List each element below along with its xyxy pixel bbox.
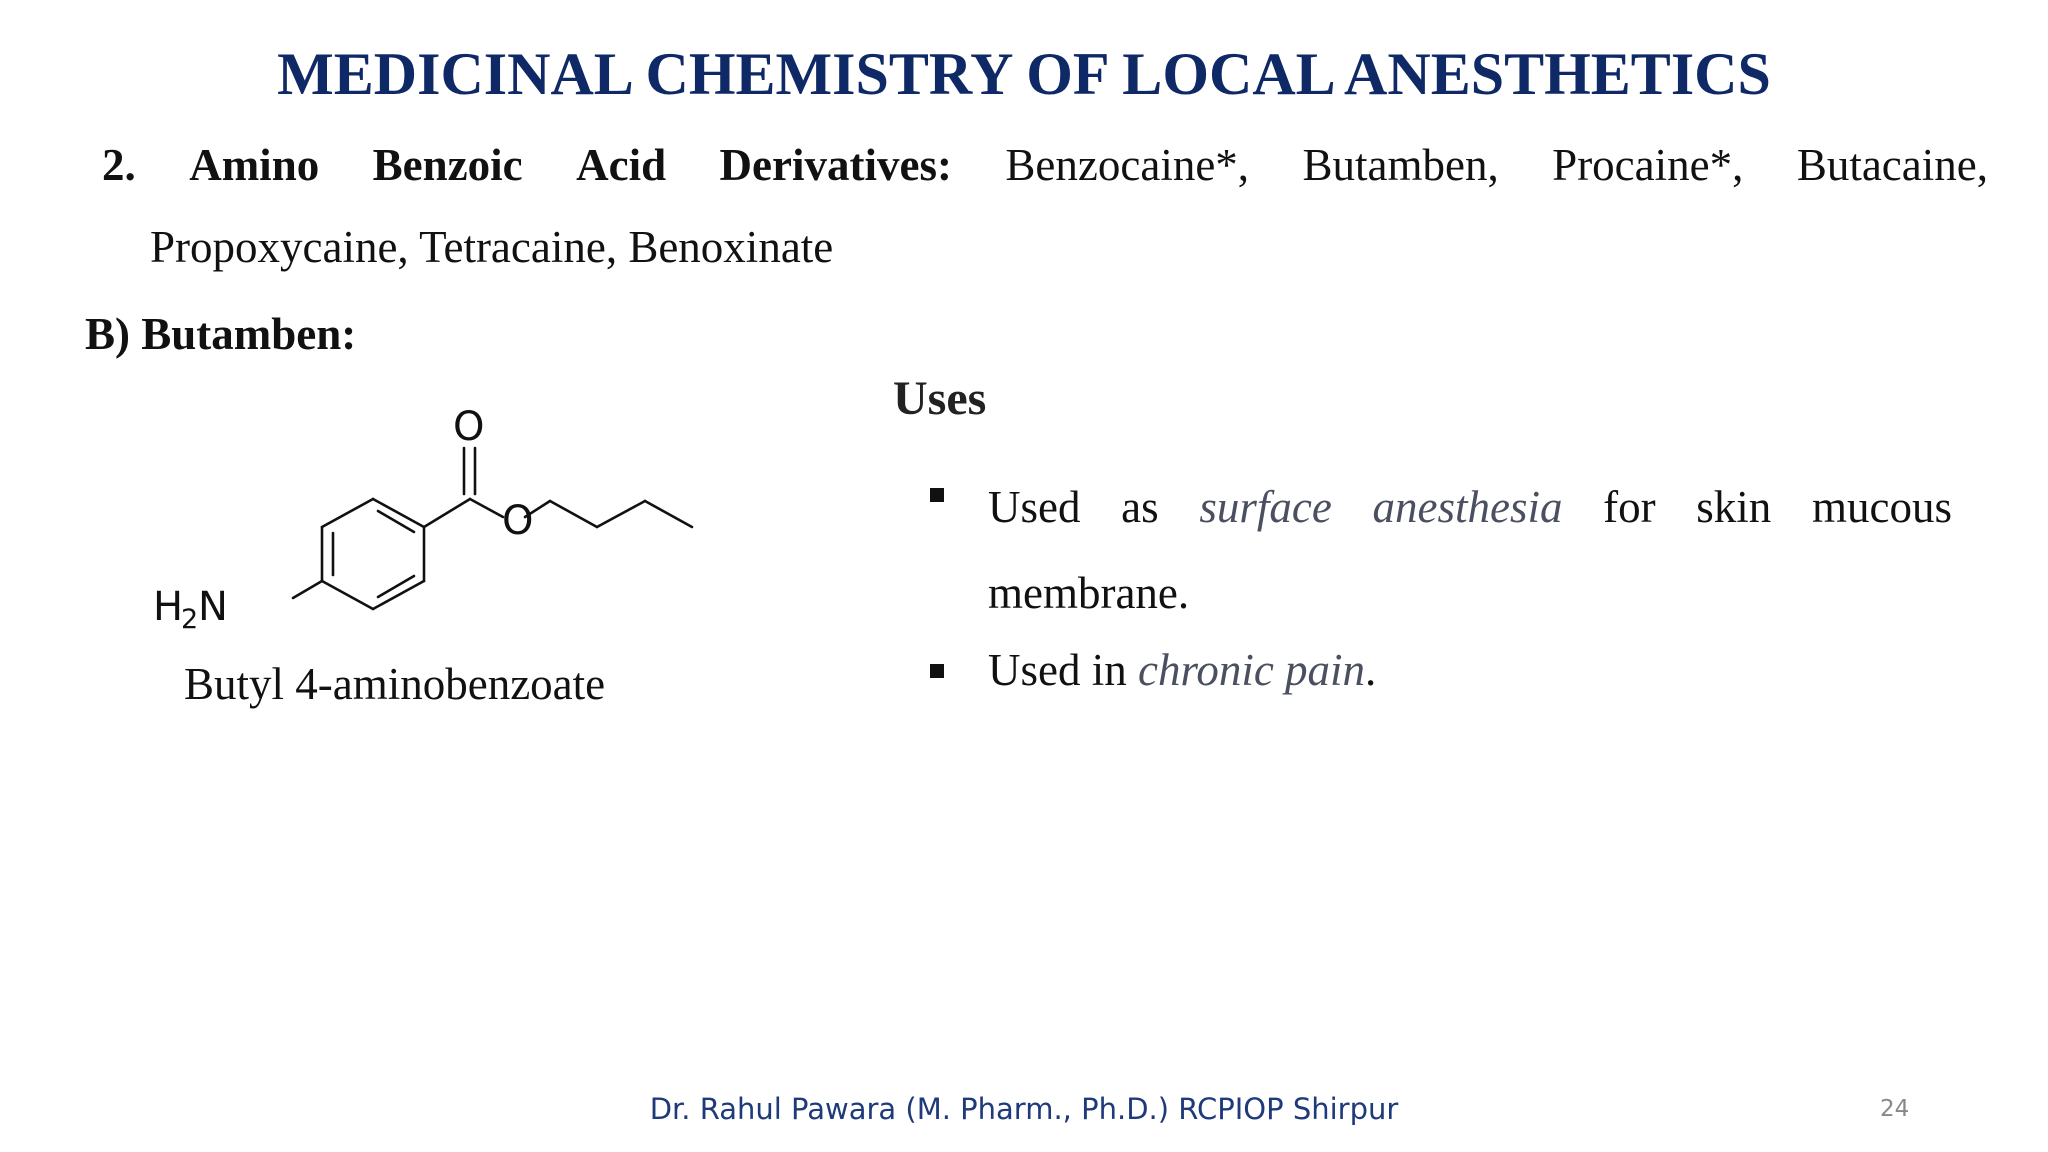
ring-double-bond bbox=[378, 511, 414, 532]
slide-footer: Dr. Rahul Pawara (M. Pharm., Ph.D.) RCPIOP Shirpur bbox=[649, 1092, 1399, 1126]
intro-line-1 bbox=[102, 124, 1988, 206]
emphasis-text: surface bbox=[1199, 482, 1332, 532]
drug-name: Butacaine, bbox=[1796, 140, 1988, 190]
bullet-text: Used in chronic pain. bbox=[988, 645, 1377, 695]
emphasis-text: chronic pain bbox=[1138, 645, 1366, 695]
butyl-bond bbox=[645, 501, 692, 527]
butyl-bond bbox=[597, 501, 645, 527]
amine-bond bbox=[293, 581, 322, 598]
intro-paragraph bbox=[102, 124, 1988, 288]
intro-word: Amino bbox=[189, 140, 320, 190]
ring-bond bbox=[322, 499, 373, 527]
carbonyl-oxygen: O bbox=[453, 404, 485, 450]
page-number: 24 bbox=[1880, 1096, 1910, 1122]
bullet-square-icon bbox=[930, 664, 944, 678]
ring-bond bbox=[322, 581, 373, 609]
structure-caption: Butyl 4-aminobenzoate bbox=[184, 659, 606, 709]
bullet-square-icon bbox=[930, 488, 944, 502]
ring-double-bond bbox=[378, 576, 414, 597]
amine-hydrogen: H bbox=[153, 584, 184, 630]
drug-name: Butamben, bbox=[1302, 140, 1499, 190]
bullet-text: Used as surface anesthesia for skin mucous membrane. bbox=[988, 464, 1952, 636]
emphasis-text: anesthesia bbox=[1372, 482, 1563, 532]
intro-word: Derivatives: bbox=[719, 140, 952, 190]
intro-number: 2. bbox=[102, 140, 136, 190]
amine-subscript: 2 bbox=[181, 604, 199, 635]
section-heading: B) Butamben: bbox=[85, 309, 357, 359]
ester-oxygen: O bbox=[502, 498, 534, 544]
ester-bond bbox=[470, 499, 503, 517]
intro-word: Acid bbox=[576, 140, 667, 190]
drug-name: Benzocaine*, bbox=[1005, 140, 1250, 190]
butamben-structure bbox=[140, 390, 700, 640]
aryl-carbonyl-bond bbox=[424, 499, 470, 527]
slide-title: MEDICINAL CHEMISTRY OF LOCAL ANESTHETICS bbox=[277, 41, 1771, 107]
drug-name: Procaine*, bbox=[1552, 140, 1744, 190]
uses-heading: Uses bbox=[893, 372, 987, 425]
butyl-bond bbox=[550, 501, 597, 527]
intro-line-2: Propoxycaine, Tetracaine, Benoxinate bbox=[150, 222, 834, 272]
amine-nitrogen: N bbox=[198, 584, 228, 630]
intro-word: Benzoic bbox=[372, 140, 523, 190]
